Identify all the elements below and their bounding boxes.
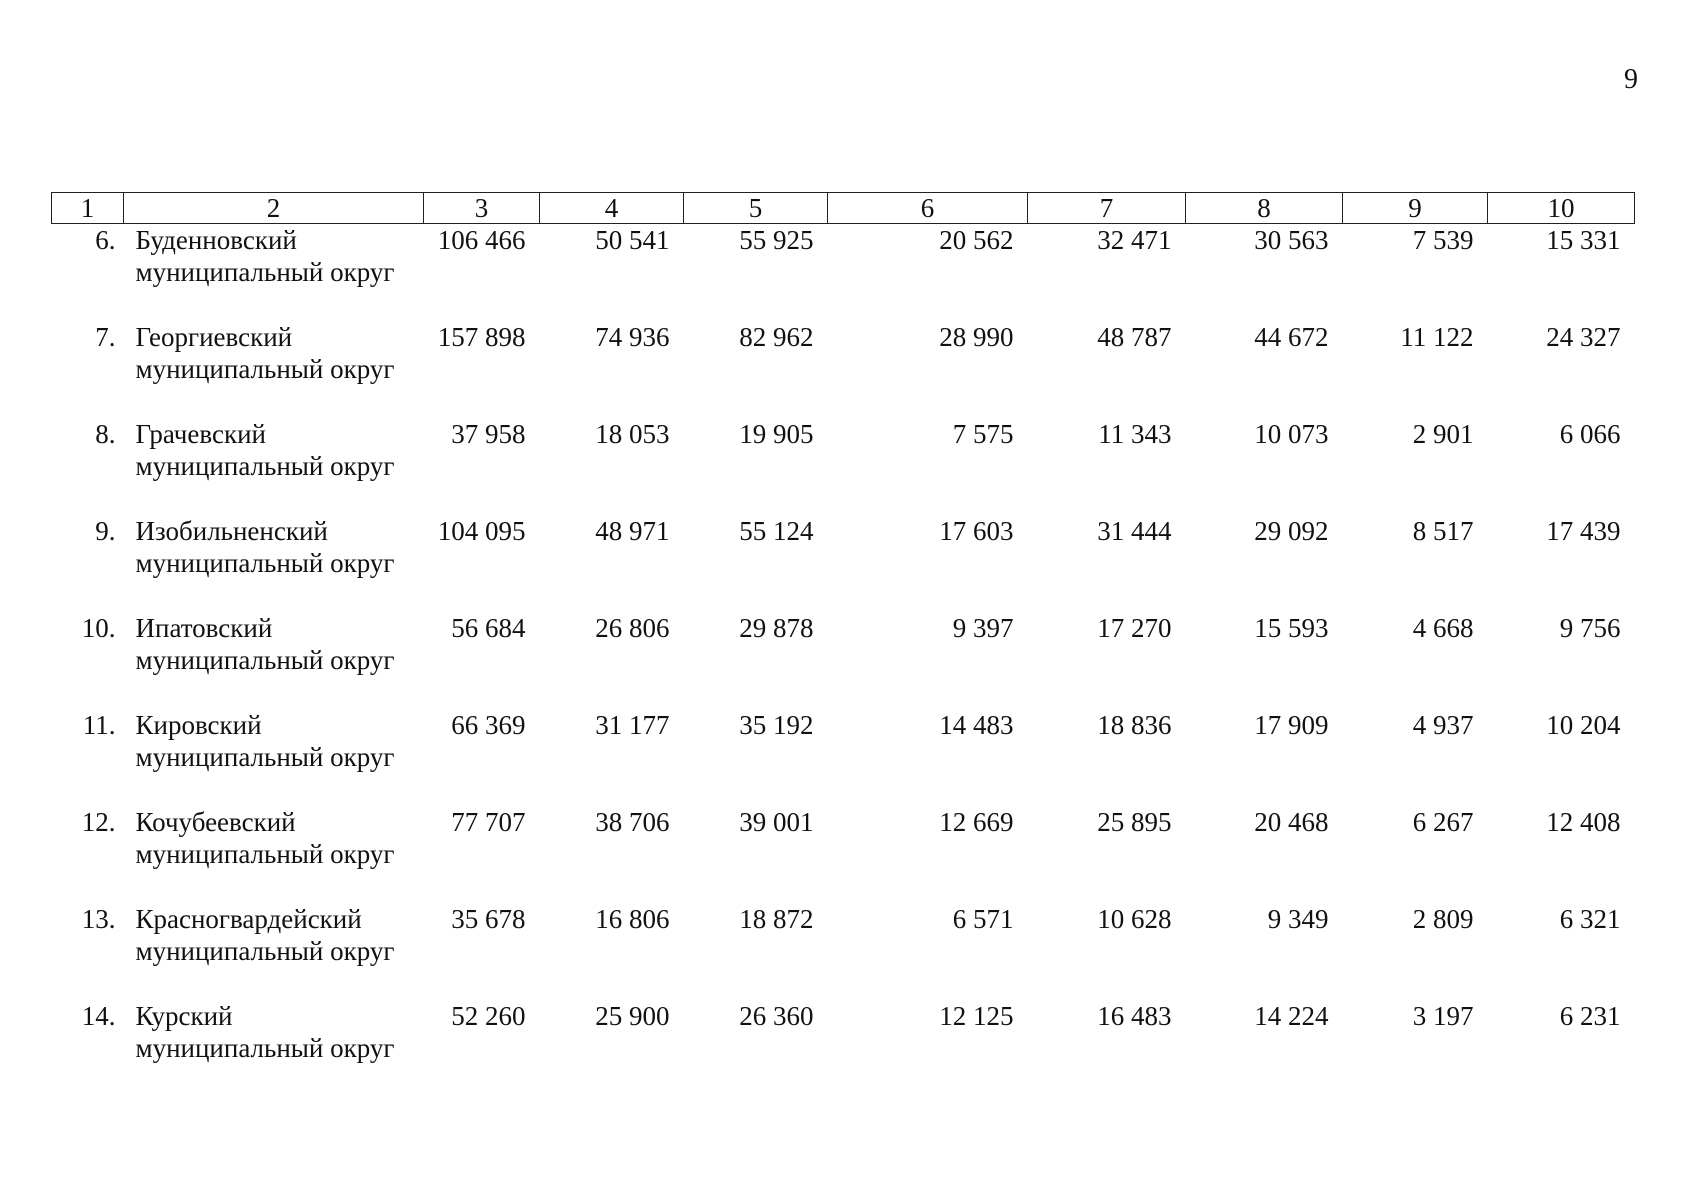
value-cell-col-9: 7 539 <box>1412 225 1474 255</box>
table-row <box>52 612 1635 709</box>
value-cell-col-10: 6 231 <box>1559 1001 1621 1031</box>
value-cell-col-7: 10 628 <box>1097 904 1172 934</box>
value-cell-col-5: 39 001 <box>739 807 814 837</box>
table-body <box>52 224 1635 1098</box>
value-cell-col-8: 14 224 <box>1254 1001 1329 1031</box>
district-name-cell <box>124 515 424 612</box>
value-cell-col-10: 9 756 <box>1559 613 1621 643</box>
row-number: 11. <box>82 710 116 740</box>
column-header-10: 10 <box>1488 193 1635 224</box>
value-cell-col-7: 31 444 <box>1097 516 1172 546</box>
district-name-cell <box>124 612 424 709</box>
value-cell-col-6: 14 483 <box>939 710 1014 740</box>
value-cell-col-5: 55 925 <box>739 225 814 255</box>
value-cell-col-4: 31 177 <box>595 710 670 740</box>
value-cell-col-5: 82 962 <box>739 322 814 352</box>
value-cell-col-9: 8 517 <box>1412 516 1474 546</box>
value-cell-col-5: 29 878 <box>739 613 814 643</box>
district-type: муниципальный округ <box>135 1033 395 1063</box>
value-cell-col-7: 48 787 <box>1097 322 1172 352</box>
value-cell-col-8: 30 563 <box>1254 225 1329 255</box>
value-cell-col-8: 9 349 <box>1267 904 1329 934</box>
table-row <box>52 515 1635 612</box>
district-name: Буденновский <box>135 225 297 255</box>
value-cell-col-5: 55 124 <box>739 516 814 546</box>
row-number: 14. <box>81 1001 116 1031</box>
value-cell-col-8: 20 468 <box>1254 807 1329 837</box>
district-type: муниципальный округ <box>135 548 395 578</box>
value-cell-col-10: 17 439 <box>1546 516 1621 546</box>
value-cell-col-3: 104 095 <box>437 516 526 546</box>
column-header-2: 2 <box>124 193 424 224</box>
district-type: муниципальный округ <box>135 742 395 772</box>
district-type: муниципальный округ <box>135 839 395 869</box>
value-cell-col-5: 35 192 <box>739 710 814 740</box>
value-cell-col-10: 24 327 <box>1546 322 1621 352</box>
table-row <box>52 1000 1635 1097</box>
value-cell-col-4: 38 706 <box>595 807 670 837</box>
district-name-cell <box>124 709 424 806</box>
value-cell-col-5: 19 905 <box>739 419 814 449</box>
row-number: 9. <box>95 516 116 546</box>
value-cell-col-6: 17 603 <box>939 516 1014 546</box>
value-cell-col-5: 26 360 <box>739 1001 814 1031</box>
value-cell-col-7: 16 483 <box>1097 1001 1172 1031</box>
district-type: муниципальный округ <box>135 451 395 481</box>
value-cell-col-4: 18 053 <box>595 419 670 449</box>
value-cell-col-4: 48 971 <box>595 516 670 546</box>
value-cell-col-3: 77 707 <box>451 807 526 837</box>
row-number: 13. <box>81 904 116 934</box>
district-name: Грачевский <box>135 419 266 449</box>
value-cell-col-6: 12 669 <box>939 807 1014 837</box>
value-cell-col-9: 3 197 <box>1412 1001 1474 1031</box>
column-header-9: 9 <box>1343 193 1488 224</box>
value-cell-col-8: 10 073 <box>1254 419 1329 449</box>
district-name: Ипатовский <box>135 613 273 643</box>
value-cell-col-8: 15 593 <box>1254 613 1329 643</box>
value-cell-col-9: 6 267 <box>1412 807 1474 837</box>
value-cell-col-3: 37 958 <box>451 419 526 449</box>
header-row <box>52 193 1635 224</box>
value-cell-col-10: 6 321 <box>1559 904 1621 934</box>
column-header-3: 3 <box>424 193 540 224</box>
column-header-7: 7 <box>1028 193 1186 224</box>
value-cell-col-4: 50 541 <box>595 225 670 255</box>
value-cell-col-3: 106 466 <box>437 225 526 255</box>
value-cell-col-4: 16 806 <box>595 904 670 934</box>
value-cell-col-7: 25 895 <box>1097 807 1172 837</box>
value-cell-col-9: 4 937 <box>1412 710 1474 740</box>
district-name: Красногвардейский <box>135 904 362 934</box>
column-header-6: 6 <box>828 193 1028 224</box>
district-type: муниципальный округ <box>135 645 395 675</box>
value-cell-col-10: 12 408 <box>1546 807 1621 837</box>
value-cell-col-7: 32 471 <box>1097 225 1172 255</box>
column-header-4: 4 <box>540 193 684 224</box>
value-cell-col-7: 18 836 <box>1097 710 1172 740</box>
value-cell-col-7: 17 270 <box>1097 613 1172 643</box>
table-row <box>52 321 1635 418</box>
column-header-8: 8 <box>1186 193 1343 224</box>
value-cell-col-6: 28 990 <box>939 322 1014 352</box>
table-row <box>52 709 1635 806</box>
district-name-cell <box>124 321 424 418</box>
value-cell-col-3: 66 369 <box>451 710 526 740</box>
value-cell-col-10: 6 066 <box>1559 419 1621 449</box>
district-name-cell <box>124 224 424 322</box>
value-cell-col-3: 35 678 <box>451 904 526 934</box>
table-row <box>52 224 1635 322</box>
table-row <box>52 903 1635 1000</box>
page-number: 9 <box>1624 64 1638 95</box>
district-name: Кочубеевский <box>135 807 296 837</box>
value-cell-col-3: 157 898 <box>437 322 526 352</box>
value-cell-col-9: 4 668 <box>1412 613 1474 643</box>
row-number: 6. <box>95 225 116 255</box>
value-cell-col-4: 26 806 <box>595 613 670 643</box>
value-cell-col-4: 25 900 <box>595 1001 670 1031</box>
district-type: муниципальный округ <box>135 257 395 287</box>
district-name-cell <box>124 1000 424 1097</box>
value-cell-col-9: 2 809 <box>1412 904 1474 934</box>
row-number: 10. <box>81 613 116 643</box>
value-cell-col-10: 15 331 <box>1546 225 1621 255</box>
district-name: Кировский <box>135 710 262 740</box>
value-cell-col-9: 11 122 <box>1400 322 1474 352</box>
table-row <box>52 418 1635 515</box>
district-type: муниципальный округ <box>135 936 395 966</box>
value-cell-col-6: 7 575 <box>952 419 1014 449</box>
district-name-cell <box>124 806 424 903</box>
value-cell-col-6: 20 562 <box>939 225 1014 255</box>
column-header-1: 1 <box>52 193 124 224</box>
value-cell-col-3: 52 260 <box>451 1001 526 1031</box>
district-name: Курский <box>135 1001 233 1031</box>
value-cell-col-8: 29 092 <box>1254 516 1329 546</box>
district-name-cell <box>124 903 424 1000</box>
district-type: муниципальный округ <box>135 354 395 384</box>
row-number: 8. <box>95 419 116 449</box>
value-cell-col-3: 56 684 <box>451 613 526 643</box>
value-cell-col-5: 18 872 <box>739 904 814 934</box>
value-cell-col-9: 2 901 <box>1412 419 1474 449</box>
district-name: Изобильненский <box>135 516 328 546</box>
value-cell-col-8: 44 672 <box>1254 322 1329 352</box>
row-number: 7. <box>95 322 116 352</box>
value-cell-col-6: 6 571 <box>952 904 1014 934</box>
value-cell-col-10: 10 204 <box>1546 710 1621 740</box>
row-number: 12. <box>81 807 116 837</box>
table-header <box>52 193 1635 224</box>
value-cell-col-6: 9 397 <box>952 613 1014 643</box>
value-cell-col-4: 74 936 <box>595 322 670 352</box>
data-table <box>51 192 1635 1097</box>
value-cell-col-8: 17 909 <box>1254 710 1329 740</box>
district-name-cell <box>124 418 424 515</box>
column-header-5: 5 <box>684 193 828 224</box>
value-cell-col-6: 12 125 <box>939 1001 1014 1031</box>
district-name: Георгиевский <box>135 322 293 352</box>
value-cell-col-7: 11 343 <box>1098 419 1172 449</box>
table-row <box>52 806 1635 903</box>
